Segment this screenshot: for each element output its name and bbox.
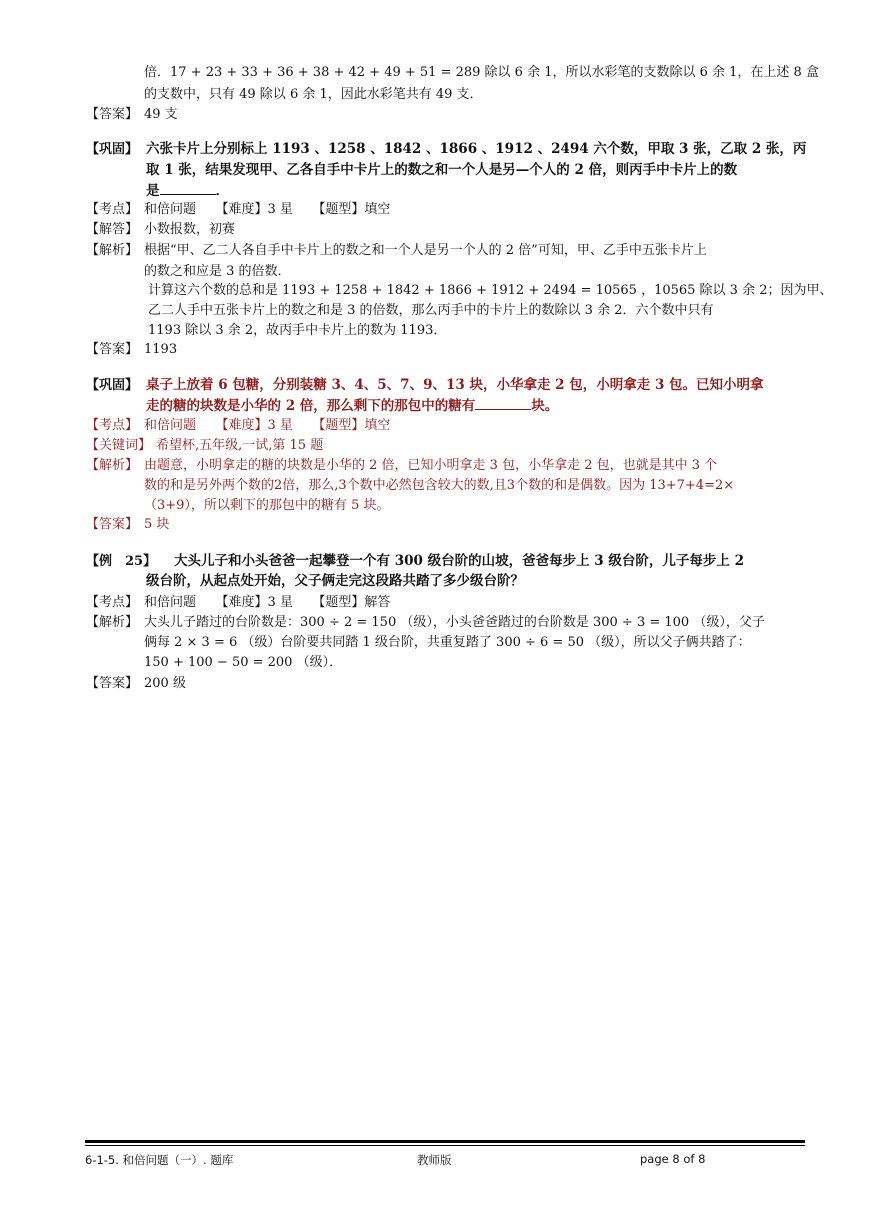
block4-question-line2: 级台阶，从起点处开始，父子俩走完这段路共踏了多少级台阶？ bbox=[146, 573, 524, 589]
block1-line1: 倍．17 + 23 + 33 + 36 + 38 + 42 + 49 + 51 = 289 除以 6 余 1，所以水彩笔的支数除以 6 余 1，在上述 8 盒 bbox=[144, 65, 819, 80]
block3-meta: 和倍问题 【难度】3 星 【题型】填空 bbox=[144, 418, 391, 433]
footer-edition: 教师版 bbox=[417, 1153, 452, 1167]
answer-blank bbox=[160, 182, 216, 195]
block2-analysis-line5: 1193 除以 3 余 2，故丙手中卡片上的数为 1193． bbox=[148, 323, 447, 338]
block2-analysis-line4: 乙二人手中五张卡片上的数之和是 3 的倍数，那么丙手中的卡片上的数除以 3 余 2．六个数中只有 bbox=[148, 303, 714, 318]
block2-analysis-line2: 的数之和应是 3 的倍数． bbox=[144, 264, 291, 279]
block4-analysis-line1: 大头儿子踏过的台阶数是：300 ÷ 2 = 150 （级），小头爸爸踏过的台阶数是 300 ÷ 3 = 100 （级），父子 bbox=[144, 615, 765, 630]
solve-tag: 【解答】 bbox=[86, 222, 139, 237]
answer-tag: 【答案】 bbox=[86, 107, 139, 122]
block2-solve: 小数报数，初赛 bbox=[144, 222, 236, 237]
block3-analysis-line2: 数的和是另外两个数的2倍，那么,3个数中必然包含较大的数,且3个数的和是偶数。因为 13+7+4=2× bbox=[144, 478, 735, 493]
block2-answer: 1193 bbox=[144, 342, 178, 357]
analysis-tag: 【解析】 bbox=[86, 458, 139, 473]
block3-keywords: 希望杯,五年级,一试,第 15 题 bbox=[156, 438, 324, 453]
block2-analysis-line3: 计算这六个数的总和是 1193 + 1258 + 1842 + 1866 + 1912 + 2494 = 10565 ，10565 除以 3 余 2；因为甲、 bbox=[148, 283, 833, 298]
example-tag: 【例 25】 bbox=[86, 554, 157, 569]
consolidate-tag: 【巩固】 bbox=[86, 378, 139, 393]
block3-analysis-line3: （3+9），所以剩下的那包中的糖有 5 块。 bbox=[144, 498, 390, 513]
footer-rule-thin bbox=[85, 1145, 805, 1146]
keyword-tag: 【关键词】 bbox=[86, 438, 152, 453]
footer-rule-thick bbox=[85, 1140, 805, 1143]
footer-left-title: 6-1-5. 和倍问题（一）. 题库 bbox=[85, 1153, 234, 1167]
block2-question-line3: 是 ． bbox=[146, 183, 229, 199]
block1-line2: 的支数中，只有 49 除以 6 余 1，因此水彩笔共有 49 支． bbox=[144, 87, 483, 102]
footer-page-number: page 8 of 8 bbox=[640, 1152, 706, 1166]
topic-tag: 【考点】 bbox=[86, 418, 139, 433]
block2-question-line2: 取 1 张，结果发现甲、乙各自手中卡片上的数之和一个人是另—个人的 2 倍，则丙手中卡片上的数 bbox=[146, 162, 738, 178]
topic-tag: 【考点】 bbox=[86, 202, 139, 217]
block4-meta: 和倍问题 【难度】3 星 【题型】解答 bbox=[144, 595, 391, 610]
block4-analysis-line2: 俩每 2 × 3 = 6 （级）台阶要共同踏 1 级台阶，共重复踏了 300 ÷ 6 = 50 （级），所以父子俩共踏了： bbox=[144, 635, 751, 650]
block2-meta: 和倍问题 【难度】3 星 【题型】填空 bbox=[144, 202, 391, 217]
topic-tag: 【考点】 bbox=[86, 595, 139, 610]
block3-question-line1: 桌子上放着 6 包糖，分别装糖 3、4、5、7、9、13 块，小华拿走 2 包，小明拿走 3 包。已知小明拿 bbox=[146, 377, 764, 393]
answer-blank bbox=[475, 397, 531, 410]
block3-answer: 5 块 bbox=[144, 517, 170, 532]
block3-analysis-line1: 由题意，小明拿走的糖的块数是小华的 2 倍，已知小明拿走 3 包，小华拿走 2 包，也就是其中 3 个 bbox=[144, 458, 718, 473]
block4-answer: 200 级 bbox=[144, 676, 186, 691]
answer-tag: 【答案】 bbox=[86, 342, 139, 357]
answer-tag: 【答案】 bbox=[86, 676, 139, 691]
block4-analysis-line3: 150 + 100 − 50 = 200 （级）． bbox=[144, 655, 343, 670]
block1-answer: 49 支 bbox=[144, 107, 178, 122]
analysis-tag: 【解析】 bbox=[86, 615, 139, 630]
analysis-tag: 【解析】 bbox=[86, 243, 139, 258]
consolidate-tag: 【巩固】 bbox=[86, 142, 139, 157]
block2-analysis-line1: 根据“甲、乙二人各自手中卡片上的数之和一个人是另一个人的 2 倍”可知，甲、乙手中五张卡片上 bbox=[144, 243, 707, 258]
block3-question-line2: 走的糖的块数是小华的 2 倍，那么剩下的那包中的糖有 块。 bbox=[146, 398, 559, 414]
answer-tag: 【答案】 bbox=[86, 517, 139, 532]
block4-question-line1: 大头儿子和小头爸爸一起攀登一个有 300 级台阶的山坡，爸爸每步上 3 级台阶，儿子每步上 2 bbox=[174, 553, 744, 569]
block2-question-line1: 六张卡片上分别标上 1193 、1258 、1842 、1866 、1912 、2494 六个数，甲取 3 张，乙取 2 张，丙 bbox=[146, 141, 807, 157]
